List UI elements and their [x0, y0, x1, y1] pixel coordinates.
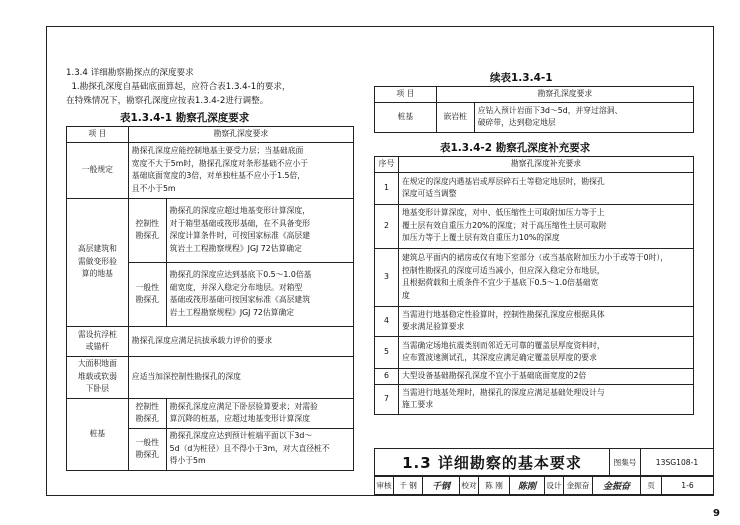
row-text: 当需进行地基稳定性验算时，控制性勘探孔深度应根据具体 要求满足验算要求	[398, 306, 693, 336]
page-label: 页	[640, 476, 662, 495]
row-number: 7	[375, 384, 399, 414]
table-row	[375, 172, 694, 204]
design-name: 金振奋	[563, 476, 593, 495]
t2-header-requirement: 勘察孔深度补充要求	[398, 157, 693, 173]
row-text: 大型设备基础勘探孔深度不宜小于基础底面宽度的2倍	[398, 368, 693, 384]
row-highrise-control-text: 勘探孔的深度应超过地基变形计算深度， 对于箱型基础或筏形基础，在不具备变形 深度计算条件时，可按国家标准《高层建 筑岩土工程勘察规程》JGJ 72估算确定	[166, 198, 353, 262]
table-row	[375, 248, 694, 306]
depth-requirements-table	[66, 126, 354, 471]
row-number: 1	[375, 172, 399, 204]
row-general-text: 勘探孔深度应能控制地基主要受力层；当基础底面 宽度不大于5m时，勘探孔深度对条形基础不应小于 基础底面宽度的3倍，对单独柱基不应小于1.5倍， 且不小于5m	[128, 142, 353, 198]
cont-header-requirement: 勘察孔深度要求	[436, 87, 693, 103]
row-pile-general-sub: 一般性 勘探孔	[128, 428, 166, 470]
row-text: 建筑总平面内的裙房或仅有地下室部分（或当基底附加压力小于或等于0时）， 控制性勘探孔的深度可适当减小，但应深入稳定分布地层， 且根据荷载和土质条件不宜少于基底下0.5～1.0倍基础宽 度	[398, 248, 693, 306]
row-number: 3	[375, 248, 399, 306]
row-highrise-general-text: 勘探孔的深度应达到基底下0.5～1.0倍基 础宽度，并深入稳定分布地层。对箱型 基础或筏形基础可按国家标准《高层建筑 岩土工程勘察规程》JGJ 72估算确定	[166, 262, 353, 326]
row-number: 2	[375, 204, 399, 248]
row-text: 在规定的深度内遇基岩或厚层碎石土等稳定地层时，勘探孔 深度可适当调整	[398, 172, 693, 204]
cont-rock-socketed-text: 应钻入预计岩面下3d～5d，并穿过溶洞、 破碎带，达到稳定地层	[474, 102, 693, 132]
title-block	[374, 448, 714, 495]
row-highrise-label: 高层建筑和 需做变形验 算的地基	[67, 198, 129, 326]
table-cont-caption: 续表1.3.4-1	[490, 72, 553, 84]
row-text: 当需确定场地抗震类别而邻近无可靠的覆盖层厚度资料时， 应布置波速测试孔，其深度应满足确定覆盖层厚度的要求	[398, 336, 693, 368]
row-pile-control-sub: 控制性 勘探孔	[128, 398, 166, 428]
intro-line-2: 1.勘探孔深度自基础底面算起，应符合表1.3.4-1的要求，	[66, 82, 291, 92]
row-text: 当需进行地基处理时，勘探孔的深度应满足基础处理设计与 施工要求	[398, 384, 693, 414]
header-item: 项 目	[67, 127, 129, 143]
row-number: 6	[375, 368, 399, 384]
depth-requirements-table-continued	[374, 86, 694, 133]
cont-rock-socketed-sub: 嵌岩桩	[436, 102, 474, 132]
check-label: 校对	[459, 476, 479, 495]
supplementary-requirements-table	[374, 156, 694, 415]
table1-caption: 表1.3.4-1 勘察孔深度要求	[120, 112, 250, 124]
row-pile-label: 桩基	[67, 398, 129, 470]
review-label: 审核	[374, 476, 394, 495]
t2-header-no: 序号	[375, 157, 399, 173]
table-row	[375, 336, 694, 368]
atlas-number: 13SG108-1	[640, 448, 714, 476]
row-number: 5	[375, 336, 399, 368]
section-heading: 1.3.4 详细勘察勘探点的深度要求	[66, 68, 194, 78]
review-name: 千 钢	[393, 476, 423, 495]
page-code: 1-6	[661, 476, 714, 495]
row-pile-general-text: 勘探孔深度应达到预计桩端平面以下3d～ 5d（d为桩径）且不得小于3m，对大直径桩不 得小于5m	[166, 428, 353, 470]
page-number: 9	[713, 508, 720, 519]
sheet-title: 1.3 详细勘察的基本要求	[374, 448, 609, 476]
table-row	[375, 384, 694, 414]
row-antifloat-text: 勘探孔深度应满足抗拔承载力评价的要求	[128, 326, 353, 356]
check-name: 陈 刚	[478, 476, 510, 495]
cont-header-item: 项 目	[375, 87, 437, 103]
table2-caption: 表1.3.4-2 勘察孔深度补充要求	[440, 142, 591, 154]
row-surcharge-label: 大面积地面 堆载或软弱 下卧层	[67, 356, 129, 398]
header-requirement: 勘察孔深度要求	[128, 127, 353, 143]
design-label: 设计	[544, 476, 564, 495]
row-pile-control-text: 勘探孔深度应满足下卧层验算要求；对需验 算沉降的桩基，应超过地基变形计算深度	[166, 398, 353, 428]
row-text: 地基变形计算深度，对中、低压缩性土可取附加压力等于上 覆土层有效自重压力20%的深度；对于高压缩性土层可取附 加压力等于上覆土层有效自重压力10%的深度	[398, 204, 693, 248]
row-antifloat-label: 需设抗浮桩 或锚杆	[67, 326, 129, 356]
review-signature: 千钢	[422, 476, 460, 495]
row-general-label: 一般规定	[67, 142, 129, 198]
row-surcharge-text: 应适当加深控制性勘探孔的深度	[128, 356, 353, 398]
atlas-label: 图集号	[609, 448, 641, 476]
table-row	[375, 368, 694, 384]
cont-pile-label: 桩基	[375, 102, 437, 132]
table-row	[375, 204, 694, 248]
design-signature: 金振奋	[592, 476, 641, 495]
check-signature: 陈刚	[509, 476, 545, 495]
row-highrise-general-sub: 一般性 勘探孔	[128, 262, 166, 326]
intro-line-3: 在特殊情况下，勘察孔深度应按表1.3.4-2进行调整。	[66, 96, 269, 106]
row-number: 4	[375, 306, 399, 336]
table-row	[375, 306, 694, 336]
row-highrise-control-sub: 控制性 勘探孔	[128, 198, 166, 262]
